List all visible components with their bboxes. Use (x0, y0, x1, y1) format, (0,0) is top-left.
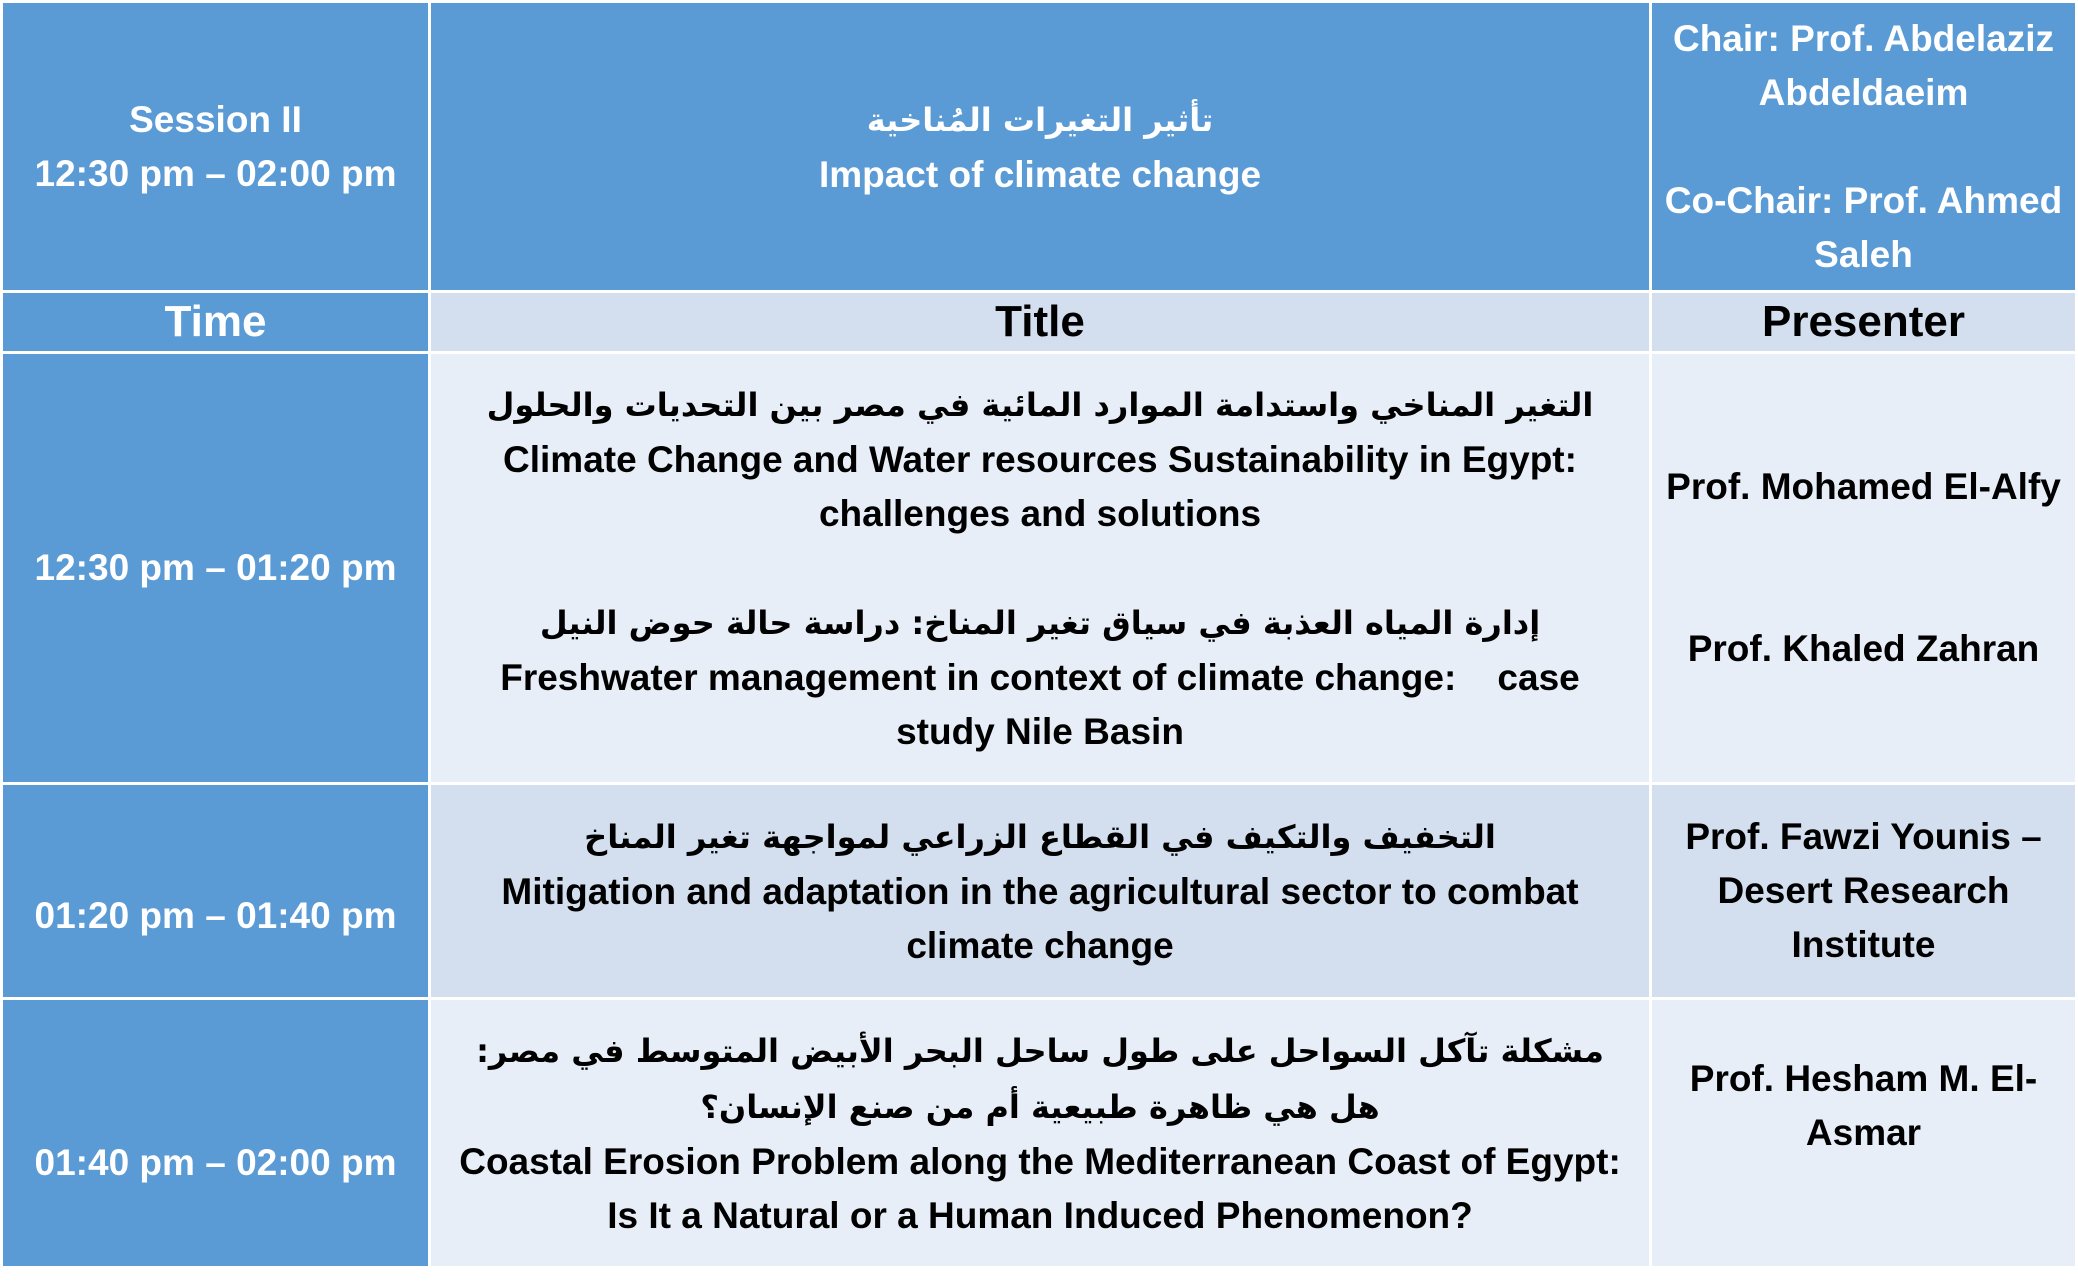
row-2-time-cell (3, 785, 428, 997)
talk-3-title-ar: التخفيف والتكيف في القطاع الزراعي لمواجهة تغير المناخ (584, 818, 1496, 856)
talk-1-title-en: Climate Change and Water resources Sustainability in Egypt: challenges and solutions (503, 439, 1577, 534)
row-2-presenter-cell (1652, 785, 2075, 997)
session-title-ar: تأثير التغيرات المُناخية (866, 100, 1214, 139)
talk-2-presenter: Prof. Khaled Zahran (1687, 628, 2040, 669)
row-2-title-cell (431, 785, 1649, 997)
header-title: Title (995, 297, 1085, 346)
session-time: 12:30 pm – 02:00 pm (34, 152, 397, 194)
session-co-chair: Co-Chair: Prof. Ahmed Saleh (1664, 179, 2063, 275)
session-chairs-cell (1652, 3, 2075, 290)
header-presenter: Presenter (1761, 297, 1965, 346)
header-presenter-cell (1652, 293, 2075, 351)
talk-1-presenter: Prof. Mohamed El-Alfy (1666, 466, 2061, 507)
row-2-time: 01:20 pm – 01:40 pm (34, 895, 397, 936)
talk-2-title-en: Freshwater management in context of climate change: case study Nile Basin (500, 657, 1591, 752)
row-3-presenter-cell (1652, 1000, 2075, 1266)
session-chair: Chair: Prof. Abdelaziz Abdeldaeim (1672, 17, 2054, 113)
header-time: Time (164, 297, 267, 346)
session-title-en: Impact of climate change (818, 153, 1262, 195)
talk-4-title-ar: مشكلة تآكل السواحل على طول ساحل البحر الأبيض المتوسط في مصر: هل هي ظاهرة طبيعية أم من صنع الإنسان؟ (476, 1032, 1604, 1126)
row-3-title-cell (431, 1000, 1649, 1266)
talk-4-title-en: Coastal Erosion Problem along the Mediterranean Coast of Egypt: Is It a Natural or a Human Induced Phenomenon? (459, 1141, 1621, 1236)
row-1-presenter-cell (1652, 354, 2075, 782)
session-name: Session II (129, 98, 302, 140)
talk-3-presenter: Prof. Fawzi Younis – Desert Research Institute (1685, 816, 2042, 965)
row-1-time: 12:30 pm – 01:20 pm (34, 547, 397, 588)
row-1-title-cell (431, 354, 1649, 782)
row-1-time-cell (3, 354, 428, 782)
row-3-time-cell (3, 1000, 428, 1266)
header-title-cell (431, 293, 1649, 351)
talk-3-title-en: Mitigation and adaptation in the agricultural sector to combat climate change (501, 871, 1579, 966)
session-topic-cell (431, 3, 1649, 290)
talk-1-title-ar: التغير المناخي واستدامة الموارد المائية في مصر بين التحديات والحلول (486, 386, 1594, 424)
talk-4-presenter: Prof. Hesham M. El-Asmar (1689, 1058, 2038, 1153)
row-3-time: 01:40 pm – 02:00 pm (34, 1142, 397, 1183)
header-time-cell (3, 293, 428, 351)
talk-2-title-ar: إدارة المياه العذبة في سياق تغير المناخ: دراسة حالة حوض النيل (539, 604, 1541, 642)
session-info-cell (3, 3, 428, 290)
